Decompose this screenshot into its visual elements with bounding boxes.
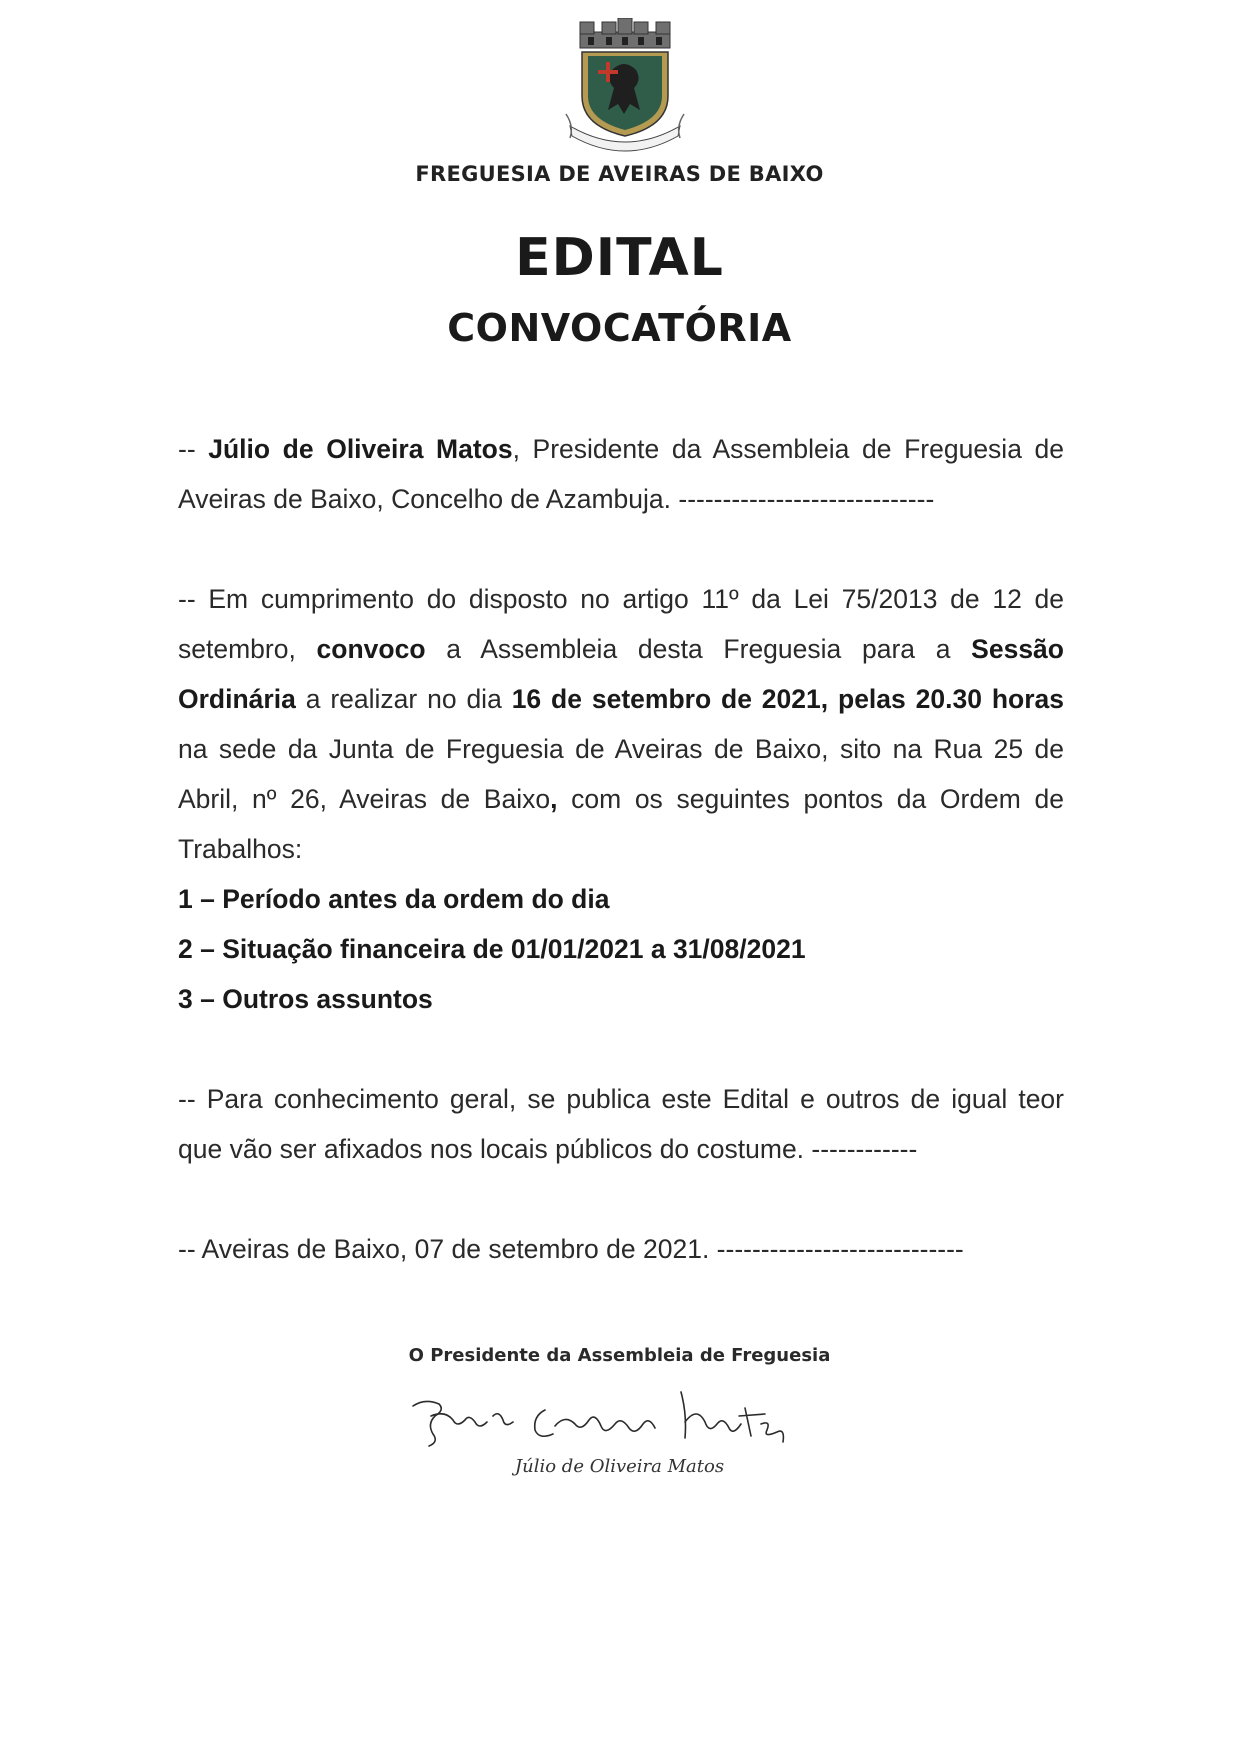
signatory-name: Júlio de Oliveira Matos	[514, 1456, 725, 1477]
organization-name: FREGUESIA DE AVEIRAS DE BAIXO	[415, 162, 824, 186]
convocation-bold-comma: ,	[550, 784, 558, 814]
signatory-role: O Presidente da Assembleia de Freguesia	[408, 1345, 831, 1366]
session-date-time: 16 de setembro de 2021, pelas 20.30 horas	[511, 684, 1064, 714]
publication-paragraph	[178, 1074, 1064, 1174]
agenda-item: 1 – Período antes da ordem do dia	[178, 884, 610, 914]
agenda-item: 2 – Situação financeira de 01/01/2021 a 31/08/2021	[178, 934, 806, 964]
convocation-text-2: a Assembleia desta Freguesia para a	[425, 634, 972, 664]
date-paragraph	[178, 1224, 1064, 1274]
session-type: Sessão Ordinária	[178, 634, 1064, 714]
publication-text: -- Para conhecimento geral, se publica este Edital e outros de igual teor que vão ser afixados nos locais públicos do costume. ------------	[178, 1084, 1064, 1164]
president-name: Júlio de Oliveira Matos	[208, 434, 513, 464]
date-text: -- Aveiras de Baixo, 07 de setembro de 2021. ----------------------------	[178, 1234, 964, 1264]
convocation-text-4: na sede da Junta de Freguesia de Aveiras de Baixo, sito na Rua 25 de Abril, nº 26, Aveiras de Baixo	[178, 734, 1064, 814]
agenda-item: 3 – Outros assuntos	[178, 984, 433, 1014]
agenda-list	[178, 874, 1064, 1024]
convocation-text-5: com os seguintes pontos da Ordem de Trabalhos:	[178, 784, 1064, 864]
convocation-bold-1: convoco	[316, 634, 426, 664]
parish-crest-icon	[560, 18, 690, 154]
convocation-text-1: -- Em cumprimento do disposto no artigo 11º da Lei 75/2013 de 12 de setembro,	[178, 584, 1064, 664]
intro-rest: , Presidente da Assembleia de Freguesia de Aveiras de Baixo, Concelho de Azambuja. -----------------------------	[178, 434, 1065, 514]
handwritten-signature	[405, 1380, 835, 1460]
document-title: EDITAL	[515, 228, 724, 288]
convocation-paragraph	[178, 574, 1064, 874]
convocation-text-3: a realizar no dia	[295, 684, 512, 714]
document-subtitle: CONVOCATÓRIA	[447, 306, 792, 350]
intro-prefix: --	[178, 434, 209, 464]
intro-paragraph	[178, 424, 1064, 524]
